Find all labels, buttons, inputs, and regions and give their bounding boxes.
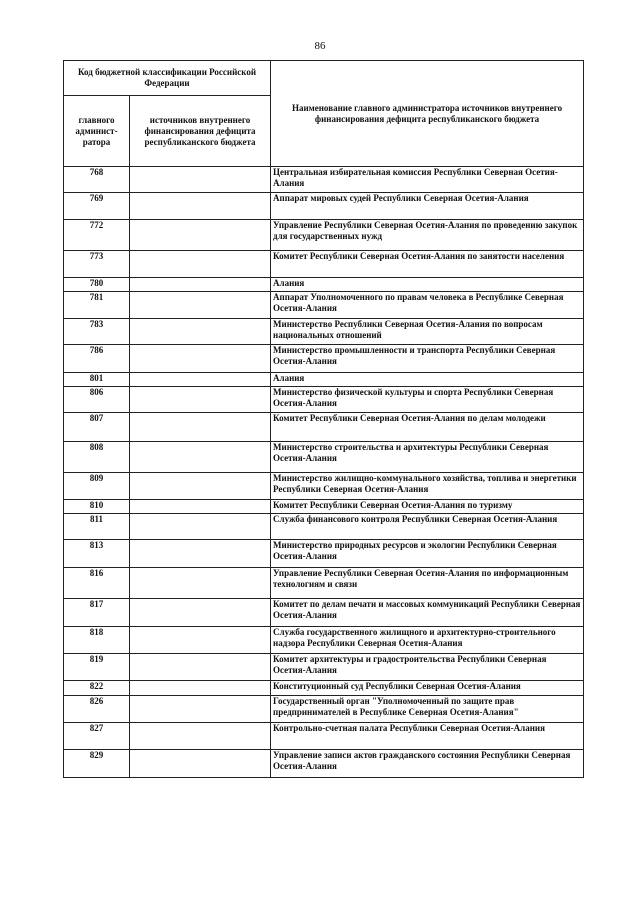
admin-name-cell: Министерство строительства и архитектуры Республики Северная Осетия-Алания — [271, 442, 584, 473]
source-code-cell — [130, 540, 271, 568]
admin-name-cell: Министерство жилищно-коммунального хозяйства, топлива и энергетики Республики Северная Осетия-Алания — [271, 473, 584, 500]
source-code-cell — [130, 500, 271, 514]
admin-name-cell: Комитет Республики Северная Осетия-Алания по делам молодежи — [271, 413, 584, 442]
admin-name-cell: Министерство промышленности и транспорта Республики Северная Осетия-Алания — [271, 345, 584, 373]
table-row — [64, 627, 584, 654]
source-code-cell — [130, 442, 271, 473]
source-code-cell — [130, 696, 271, 723]
admin-name-cell: Контрольно-счетная палата Республики Северная Осетия-Алания — [271, 723, 584, 750]
admin-name-cell: Алания — [271, 373, 584, 387]
admin-name-cell: Управление Республики Северная Осетия-Алания по проведению закупок для государственных нужд — [271, 220, 584, 251]
table-row — [64, 345, 584, 373]
admin-name-cell: Алания — [271, 278, 584, 292]
admin-code-cell: 811 — [64, 514, 130, 540]
table-row — [64, 251, 584, 278]
admin-code-cell: 783 — [64, 319, 130, 345]
source-code-cell — [130, 193, 271, 220]
table-row — [64, 373, 584, 387]
table-row — [64, 681, 584, 696]
admin-code-cell: 819 — [64, 654, 130, 681]
table-row — [64, 540, 584, 568]
source-code-cell — [130, 599, 271, 627]
source-code-cell — [130, 750, 271, 778]
header-col-admin: главного админист-ратора — [64, 96, 130, 167]
admin-code-cell: 822 — [64, 681, 130, 696]
source-code-cell — [130, 278, 271, 292]
table-row — [64, 278, 584, 292]
source-code-cell — [130, 319, 271, 345]
source-code-cell — [130, 251, 271, 278]
admin-code-cell: 809 — [64, 473, 130, 500]
admin-name-cell: Государственный орган "Уполномоченный по защите прав предпринимателей в Республике Северная Осетия-Алания" — [271, 696, 584, 723]
admin-code-cell: 816 — [64, 568, 130, 599]
header-col-sources: источников внутреннего финансирования дефицита республиканского бюджета — [130, 96, 271, 167]
admin-code-cell: 827 — [64, 723, 130, 750]
header-col-name: Наименование главного администратора источников внутреннего финансирования дефицита республиканского бюджета — [271, 61, 584, 167]
source-code-cell — [130, 373, 271, 387]
page-number: 86 — [314, 40, 326, 52]
table-row — [64, 292, 584, 319]
source-code-cell — [130, 568, 271, 599]
admin-name-cell: Служба финансового контроля Республики Северная Осетия-Алания — [271, 514, 584, 540]
source-code-cell — [130, 413, 271, 442]
table-row — [64, 500, 584, 514]
source-code-cell — [130, 345, 271, 373]
table-row — [64, 514, 584, 540]
source-code-cell — [130, 681, 271, 696]
admin-code-cell: 826 — [64, 696, 130, 723]
admin-code-cell: 807 — [64, 413, 130, 442]
admin-code-cell: 772 — [64, 220, 130, 251]
budget-classification-table — [63, 60, 584, 778]
source-code-cell — [130, 723, 271, 750]
admin-name-cell: Комитет по делам печати и массовых коммуникаций Республики Северная Осетия-Алания — [271, 599, 584, 627]
table-row — [64, 413, 584, 442]
table-row — [64, 167, 584, 193]
header-group-title: Код бюджетной классификации Российской Федерации — [64, 61, 271, 96]
table-row — [64, 599, 584, 627]
admin-code-cell: 768 — [64, 167, 130, 193]
source-code-cell — [130, 654, 271, 681]
admin-name-cell: Комитет архитектуры и градостроительства Республики Северная Осетия-Алания — [271, 654, 584, 681]
admin-name-cell: Министерство Республики Северная Осетия-Алания по вопросам национальных отношений — [271, 319, 584, 345]
admin-name-cell: Служба государственного жилищного и архитектурно-строительного надзора Республики Северная Осетия-Алания — [271, 627, 584, 654]
admin-code-cell: 813 — [64, 540, 130, 568]
source-code-cell — [130, 387, 271, 413]
table-row — [64, 442, 584, 473]
table-row — [64, 568, 584, 599]
table-row — [64, 193, 584, 220]
admin-code-cell: 801 — [64, 373, 130, 387]
table-row — [64, 654, 584, 681]
admin-name-cell: Комитет Республики Северная Осетия-Алания по туризму — [271, 500, 584, 514]
admin-name-cell: Центральная избирательная комиссия Республики Северная Осетия-Алания — [271, 167, 584, 193]
admin-name-cell: Комитет Республики Северная Осетия-Алания по занятости населения — [271, 251, 584, 278]
admin-name-cell: Аппарат мировых судей Республики Северная Осетия-Алания — [271, 193, 584, 220]
source-code-cell — [130, 627, 271, 654]
admin-code-cell: 818 — [64, 627, 130, 654]
admin-code-cell: 829 — [64, 750, 130, 778]
table-row — [64, 220, 584, 251]
admin-name-cell: Аппарат Уполномоченного по правам человека в Республике Северная Осетия-Алания — [271, 292, 584, 319]
source-code-cell — [130, 220, 271, 251]
admin-name-cell: Управление записи актов гражданского состояния Республики Северная Осетия-Алания — [271, 750, 584, 778]
admin-code-cell: 780 — [64, 278, 130, 292]
admin-code-cell: 817 — [64, 599, 130, 627]
table-row — [64, 473, 584, 500]
source-code-cell — [130, 292, 271, 319]
admin-name-cell: Конституционный суд Республики Северная Осетия-Алания — [271, 681, 584, 696]
admin-code-cell: 769 — [64, 193, 130, 220]
table-row — [64, 319, 584, 345]
admin-name-cell: Министерство физической культуры и спорта Республики Северная Осетия-Алания — [271, 387, 584, 413]
source-code-cell — [130, 473, 271, 500]
table-row — [64, 750, 584, 778]
admin-name-cell: Министерство природных ресурсов и экологии Республики Северная Осетия-Алания — [271, 540, 584, 568]
table-row — [64, 723, 584, 750]
admin-name-cell: Управление Республики Северная Осетия-Алания по информационным технологиям и связи — [271, 568, 584, 599]
table-row — [64, 696, 584, 723]
admin-code-cell: 810 — [64, 500, 130, 514]
source-code-cell — [130, 514, 271, 540]
table-row — [64, 387, 584, 413]
admin-code-cell: 786 — [64, 345, 130, 373]
admin-code-cell: 773 — [64, 251, 130, 278]
source-code-cell — [130, 167, 271, 193]
admin-code-cell: 781 — [64, 292, 130, 319]
admin-code-cell: 808 — [64, 442, 130, 473]
admin-code-cell: 806 — [64, 387, 130, 413]
